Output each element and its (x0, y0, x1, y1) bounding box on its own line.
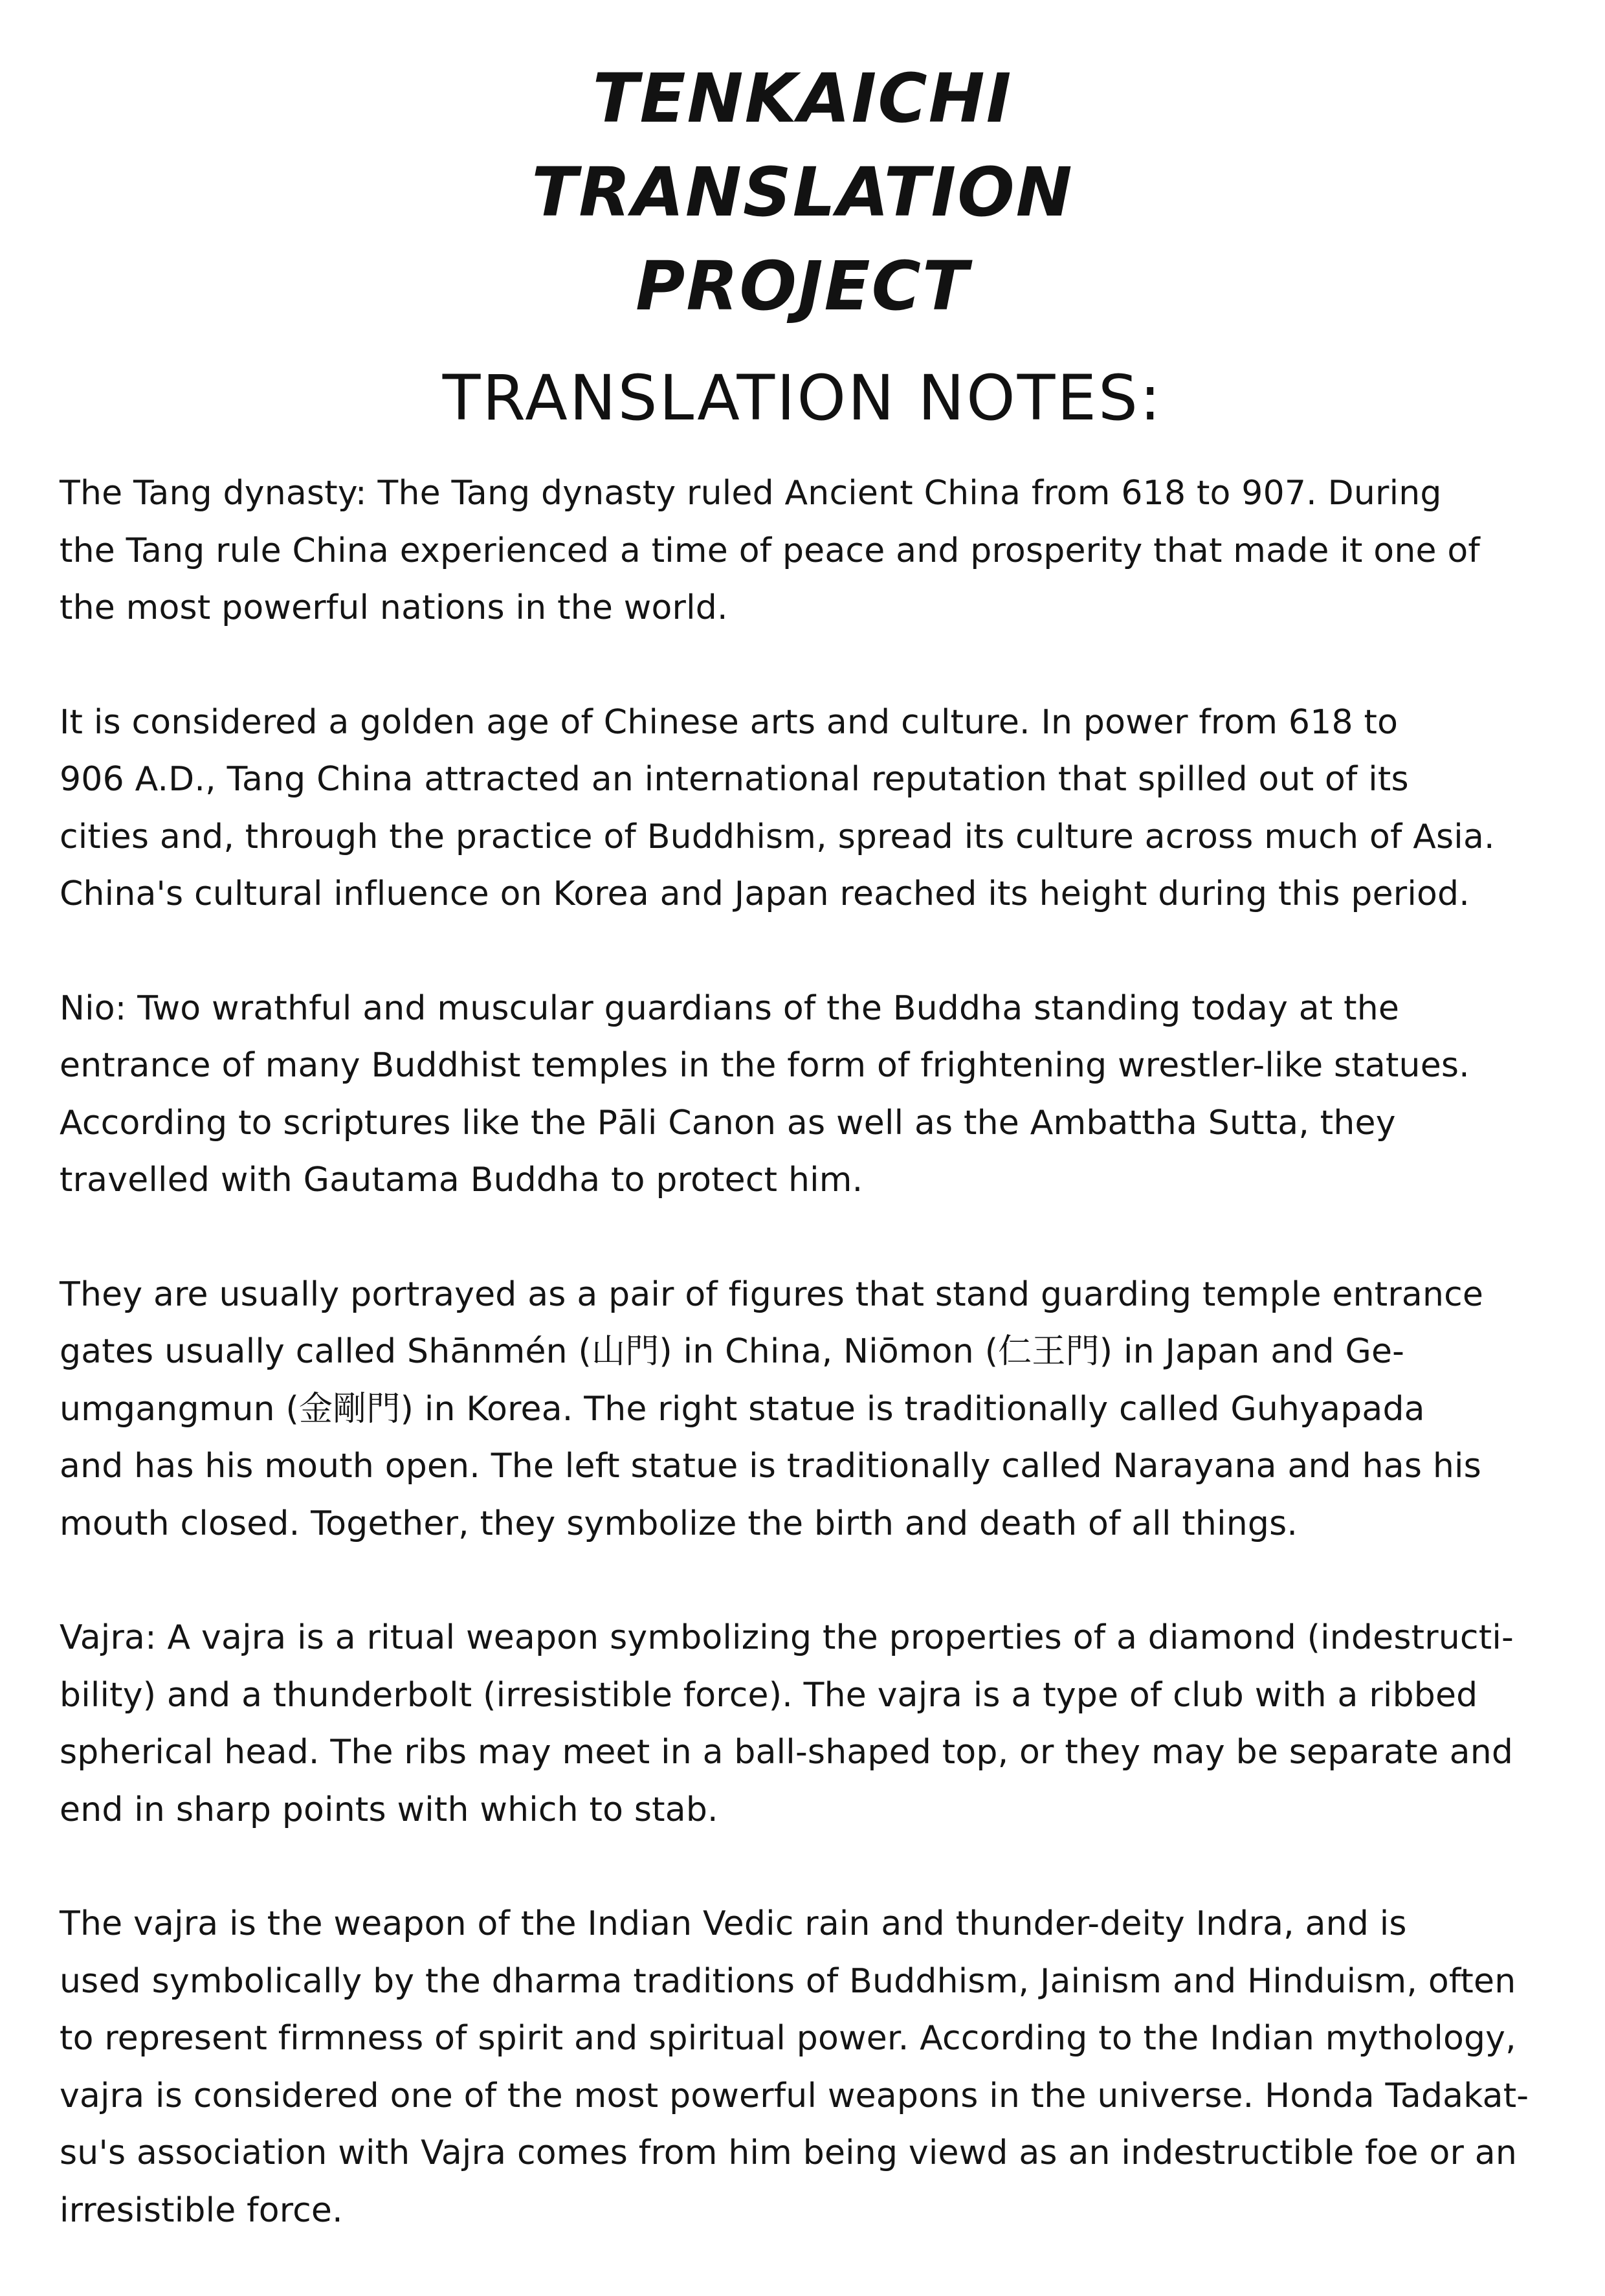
note-vajra: Vajra: A vajra is a ritual weapon symbolizing the properties of a diamond (indestructi- bility) and a thunderbolt (irresistible force). The vajra is a type of club with a ribbed spherical head. The ribs may meet in a ball-shaped top, or they may be separate and end in sharp points with which to stab. (60, 1618, 1514, 1829)
note-nio-gates: They are usually portrayed as a pair of figures that stand guarding temple entrance gates usually called Shānmén (山門) in China, Niōmon (仁王門) in Japan and Ge- umgangmun (金剛門) in Korea. The right statue is traditionally called Guhyapada and has his mouth open. The left statue is traditionally called Narayana and has his mouth closed. Together, they symbolize the birth and death of all things. (60, 1275, 1484, 1543)
project-title (0, 52, 1605, 333)
note-tang-dynasty: The Tang dynasty: The Tang dynasty ruled Ancient China from 618 to 907. During the Tang rule China experienced a time of peace and prosperity that made it one of the most powerful nations in the world. (60, 474, 1480, 627)
note-vajra-indra: The vajra is the weapon of the Indian Vedic rain and thunder-deity Indra, and is used symbolically by the dharma traditions of Buddhism, Jainism and Hinduism, often to represent firmness of spirit and spiritual power. According to the Indian mythology, vajra is considered one of the most powerful weapons in the universe. Honda Tadakat- su's association with Vajra comes from him being viewd as an indestructible foe or an irresistible force. (60, 1904, 1529, 2230)
project-title-line-3: PROJECT (636, 247, 969, 326)
note-tang-golden-age: It is considered a golden age of Chinese arts and culture. In power from 618 to 906 A.D., Tang China attracted an international reputation that spilled out of its cities and, through the practice of Buddhism, spread its culture across much of Asia. China's cultural influence on Korea and Japan reached its height during this period. (60, 702, 1495, 913)
project-title-line-2: TRANSLATION (531, 153, 1074, 232)
notes-body (60, 465, 1548, 2296)
note-nio: Nio: Two wrathful and muscular guardians of the Buddha standing today at the entrance of many Buddhist temples in the form of frightening wrestler-like statues. According to scriptures like the Pāli Canon as well as the Ambattha Sutta, they travelled with Gautama Buddha to protect him. (60, 988, 1470, 1199)
project-title-line-1: TENKAICHI (592, 59, 1013, 138)
notes-heading: TRANSLATION NOTES: (442, 362, 1163, 434)
document-header (0, 52, 1605, 333)
